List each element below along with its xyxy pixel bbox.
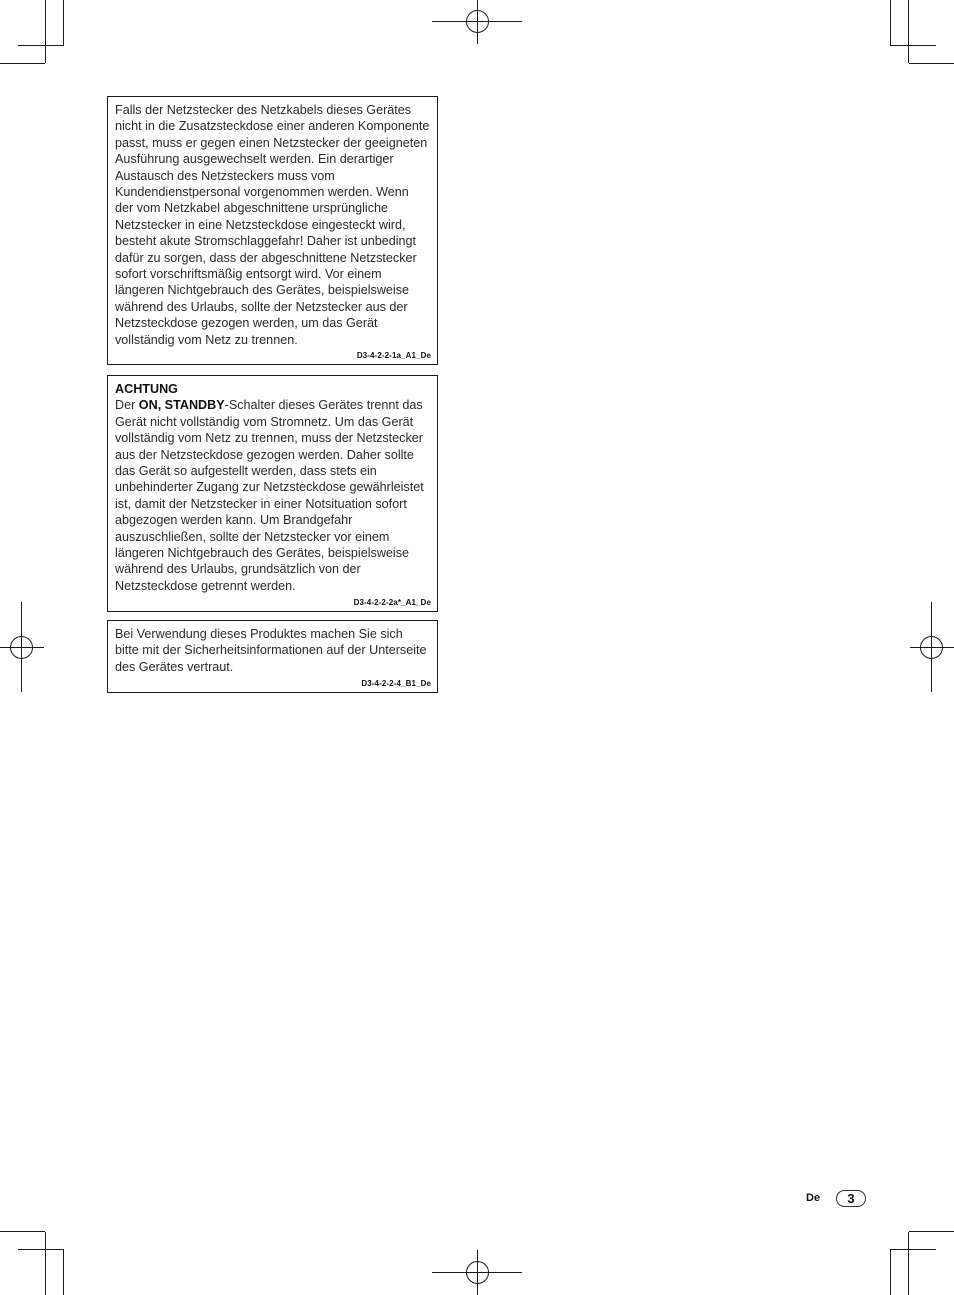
notice-code: D3-4-2-2-1a_A1_De	[356, 351, 431, 360]
page-number: 3	[836, 1190, 866, 1207]
caution-heading: ACHTUNG	[115, 382, 178, 396]
notice-text: Falls der Netzstecker des Netzkabels dieses Gerätes nicht in die Zusatzsteckdose einer anderen Komponente passt, muss er gegen einen Netzstecker der geeigneten Ausführung ausgewechselt werden. Ein derartiger Austausch des Netzsteckers muss vom Kundendienstpersonal vorgenommen werden. Wenn der vom Netzkabel abgeschnittene ursprüngliche Netzstecker in eine Netzsteckdose eingesteckt wird, besteht akute Stromschlaggefahr! Daher ist unbedingt dafür zu sorgen, dass der abgeschnittene Netzstecker sofort vorschriftsmäßig entsorgt wird. Vor einem längeren Nichtgebrauch des Gerätes, beispielsweise während des Urlaubs, sollte der Netzstecker aus der Netzsteckdose gezogen werden, um das Gerät vollständig vom Netz zu trennen.	[115, 103, 430, 347]
language-label: De	[806, 1192, 821, 1204]
caution-text-before: Der	[115, 398, 139, 413]
caution-text	[115, 397, 430, 594]
notice-code: D3-4-2-2-2a*_A1_De	[353, 598, 431, 607]
safety-info-notice	[107, 620, 438, 693]
notice-text: Bei Verwendung dieses Produktes machen Sie sich bitte mit der Sicherheitsinformationen auf der Unterseite des Gerätes vertraut.	[115, 627, 427, 674]
caution-notice	[107, 375, 438, 612]
switch-name: ON, STANDBY	[138, 398, 225, 413]
caution-text-after: -Schalter dieses Gerätes trennt das Gerät nicht vollständig vom Stromnetz. Um das Gerät vollständig vom Netz zu trennen, muss der Netzstecker aus der Netzsteckdose gezogen werden. Daher sollte das Gerät so aufgestellt werden, dass stets ein unbehinderter Zugang zur Netzsteckdose gewährleistet ist, damit der Netzstecker in einer Notsituation sofort abgezogen werden kann. Um Brandgefahr auszuschließen, sollte der Netzstecker vor einem längeren Nichtgebrauch des Gerätes, beispielsweise während des Urlaubs, grundsätzlich von der Netzsteckdose getrennt werden.	[115, 398, 424, 593]
notice-code: D3-4-2-2-4_B1_De	[361, 679, 431, 688]
power-plug-notice	[107, 96, 438, 365]
